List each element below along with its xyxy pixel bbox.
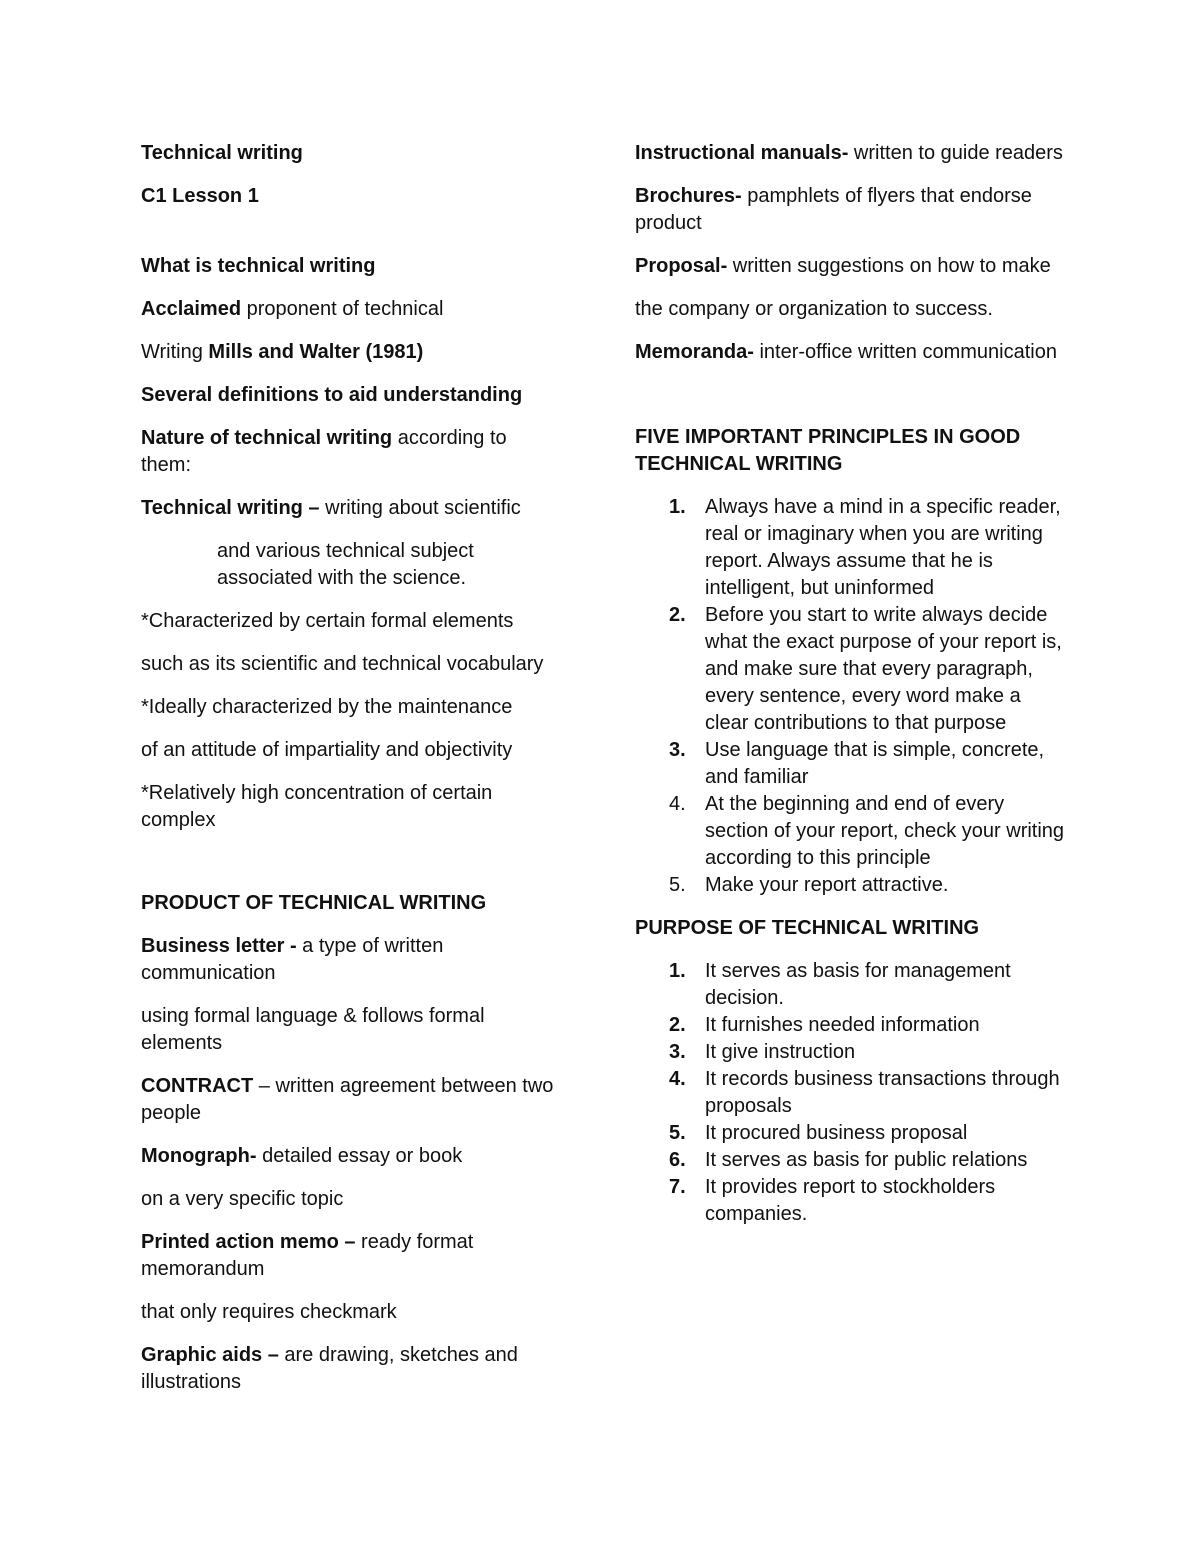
nature-line: Nature of technical writing according to them: [141, 427, 507, 476]
purpose-list [635, 958, 1065, 1228]
writing-line: Writing Mills and Walter (1981) [141, 341, 424, 363]
list-item: 4. It records business transactions through proposals [669, 1068, 1060, 1117]
acclaimed-line: Acclaimed proponent of technical [141, 298, 444, 320]
action-memo-line: Printed action memo – ready format memorandum [141, 1231, 474, 1280]
monograph-cont: on a very specific topic [141, 1188, 344, 1210]
principles-list [635, 494, 1065, 899]
proposal-line: Proposal- written suggestions on how to make [635, 255, 1051, 277]
product-heading: PRODUCT OF TECHNICAL WRITING [141, 892, 487, 914]
action-memo-cont: that only requires checkmark [141, 1301, 397, 1323]
lesson-label: C1 Lesson 1 [141, 185, 259, 207]
tw-definition: Technical writing – writing about scientific [141, 497, 521, 519]
ideally-line: *Ideally characterized by the maintenance [141, 696, 513, 718]
definitions-line: Several definitions to aid understanding [141, 384, 523, 406]
tw-definition-cont: and various technical subject associated with the science. [217, 540, 474, 589]
list-item: 6. It serves as basis for public relations [669, 1149, 1028, 1171]
right-column [635, 140, 1065, 1244]
left-column [141, 140, 561, 1412]
characterized-cont: such as its scientific and technical vocabulary [141, 653, 544, 675]
monograph-line: Monograph- detailed essay or book [141, 1145, 463, 1167]
memoranda-line: Memoranda- inter-office written communication [635, 341, 1057, 363]
list-item: 3. It give instruction [669, 1041, 856, 1063]
ideally-cont: of an attitude of impartiality and objectivity [141, 739, 513, 761]
proposal-cont: the company or organization to success. [635, 298, 993, 320]
section-heading-what: What is technical writing [141, 255, 376, 277]
list-item: 5. Make your report attractive. [669, 874, 949, 896]
relatively-line: *Relatively high concentration of certain complex [141, 782, 493, 831]
business-letter: Business letter - a type of written communication [141, 935, 444, 984]
list-item: 5. It procured business proposal [669, 1122, 968, 1144]
list-item: 2. Before you start to write always decide what the exact purpose of your report is, and make sure that every paragraph, every sentence, every word make a clear contributions to that purpose [669, 604, 1062, 734]
contract-line: CONTRACT – written agreement between two people [141, 1075, 554, 1124]
list-item: 1. Always have a mind in a specific reader, real or imaginary when you are writing report. Always assume that he is intelligent, but uninformed [669, 496, 1061, 599]
purpose-heading: PURPOSE OF TECHNICAL WRITING [635, 917, 980, 939]
principles-heading: FIVE IMPORTANT PRINCIPLES IN GOOD TECHNICAL WRITING [635, 426, 1021, 475]
business-letter-cont: using formal language & follows formal elements [141, 1005, 485, 1054]
graphic-aids-line: Graphic aids – are drawing, sketches and illustrations [141, 1344, 518, 1393]
list-item: 7. It provides report to stockholders companies. [669, 1176, 996, 1225]
manuals-line: Instructional manuals- written to guide readers [635, 142, 1063, 164]
brochures-line: Brochures- pamphlets of flyers that endorse product [635, 185, 1032, 234]
characterized-line: *Characterized by certain formal elements [141, 610, 514, 632]
doc-title: Technical writing [141, 142, 303, 164]
list-item: 4. At the beginning and end of every section of your report, check your writing according to this principle [669, 793, 1065, 869]
list-item: 1. It serves as basis for management decision. [669, 960, 1011, 1009]
list-item: 3. Use language that is simple, concrete, and familiar [669, 739, 1045, 788]
list-item: 2. It furnishes needed information [669, 1014, 980, 1036]
